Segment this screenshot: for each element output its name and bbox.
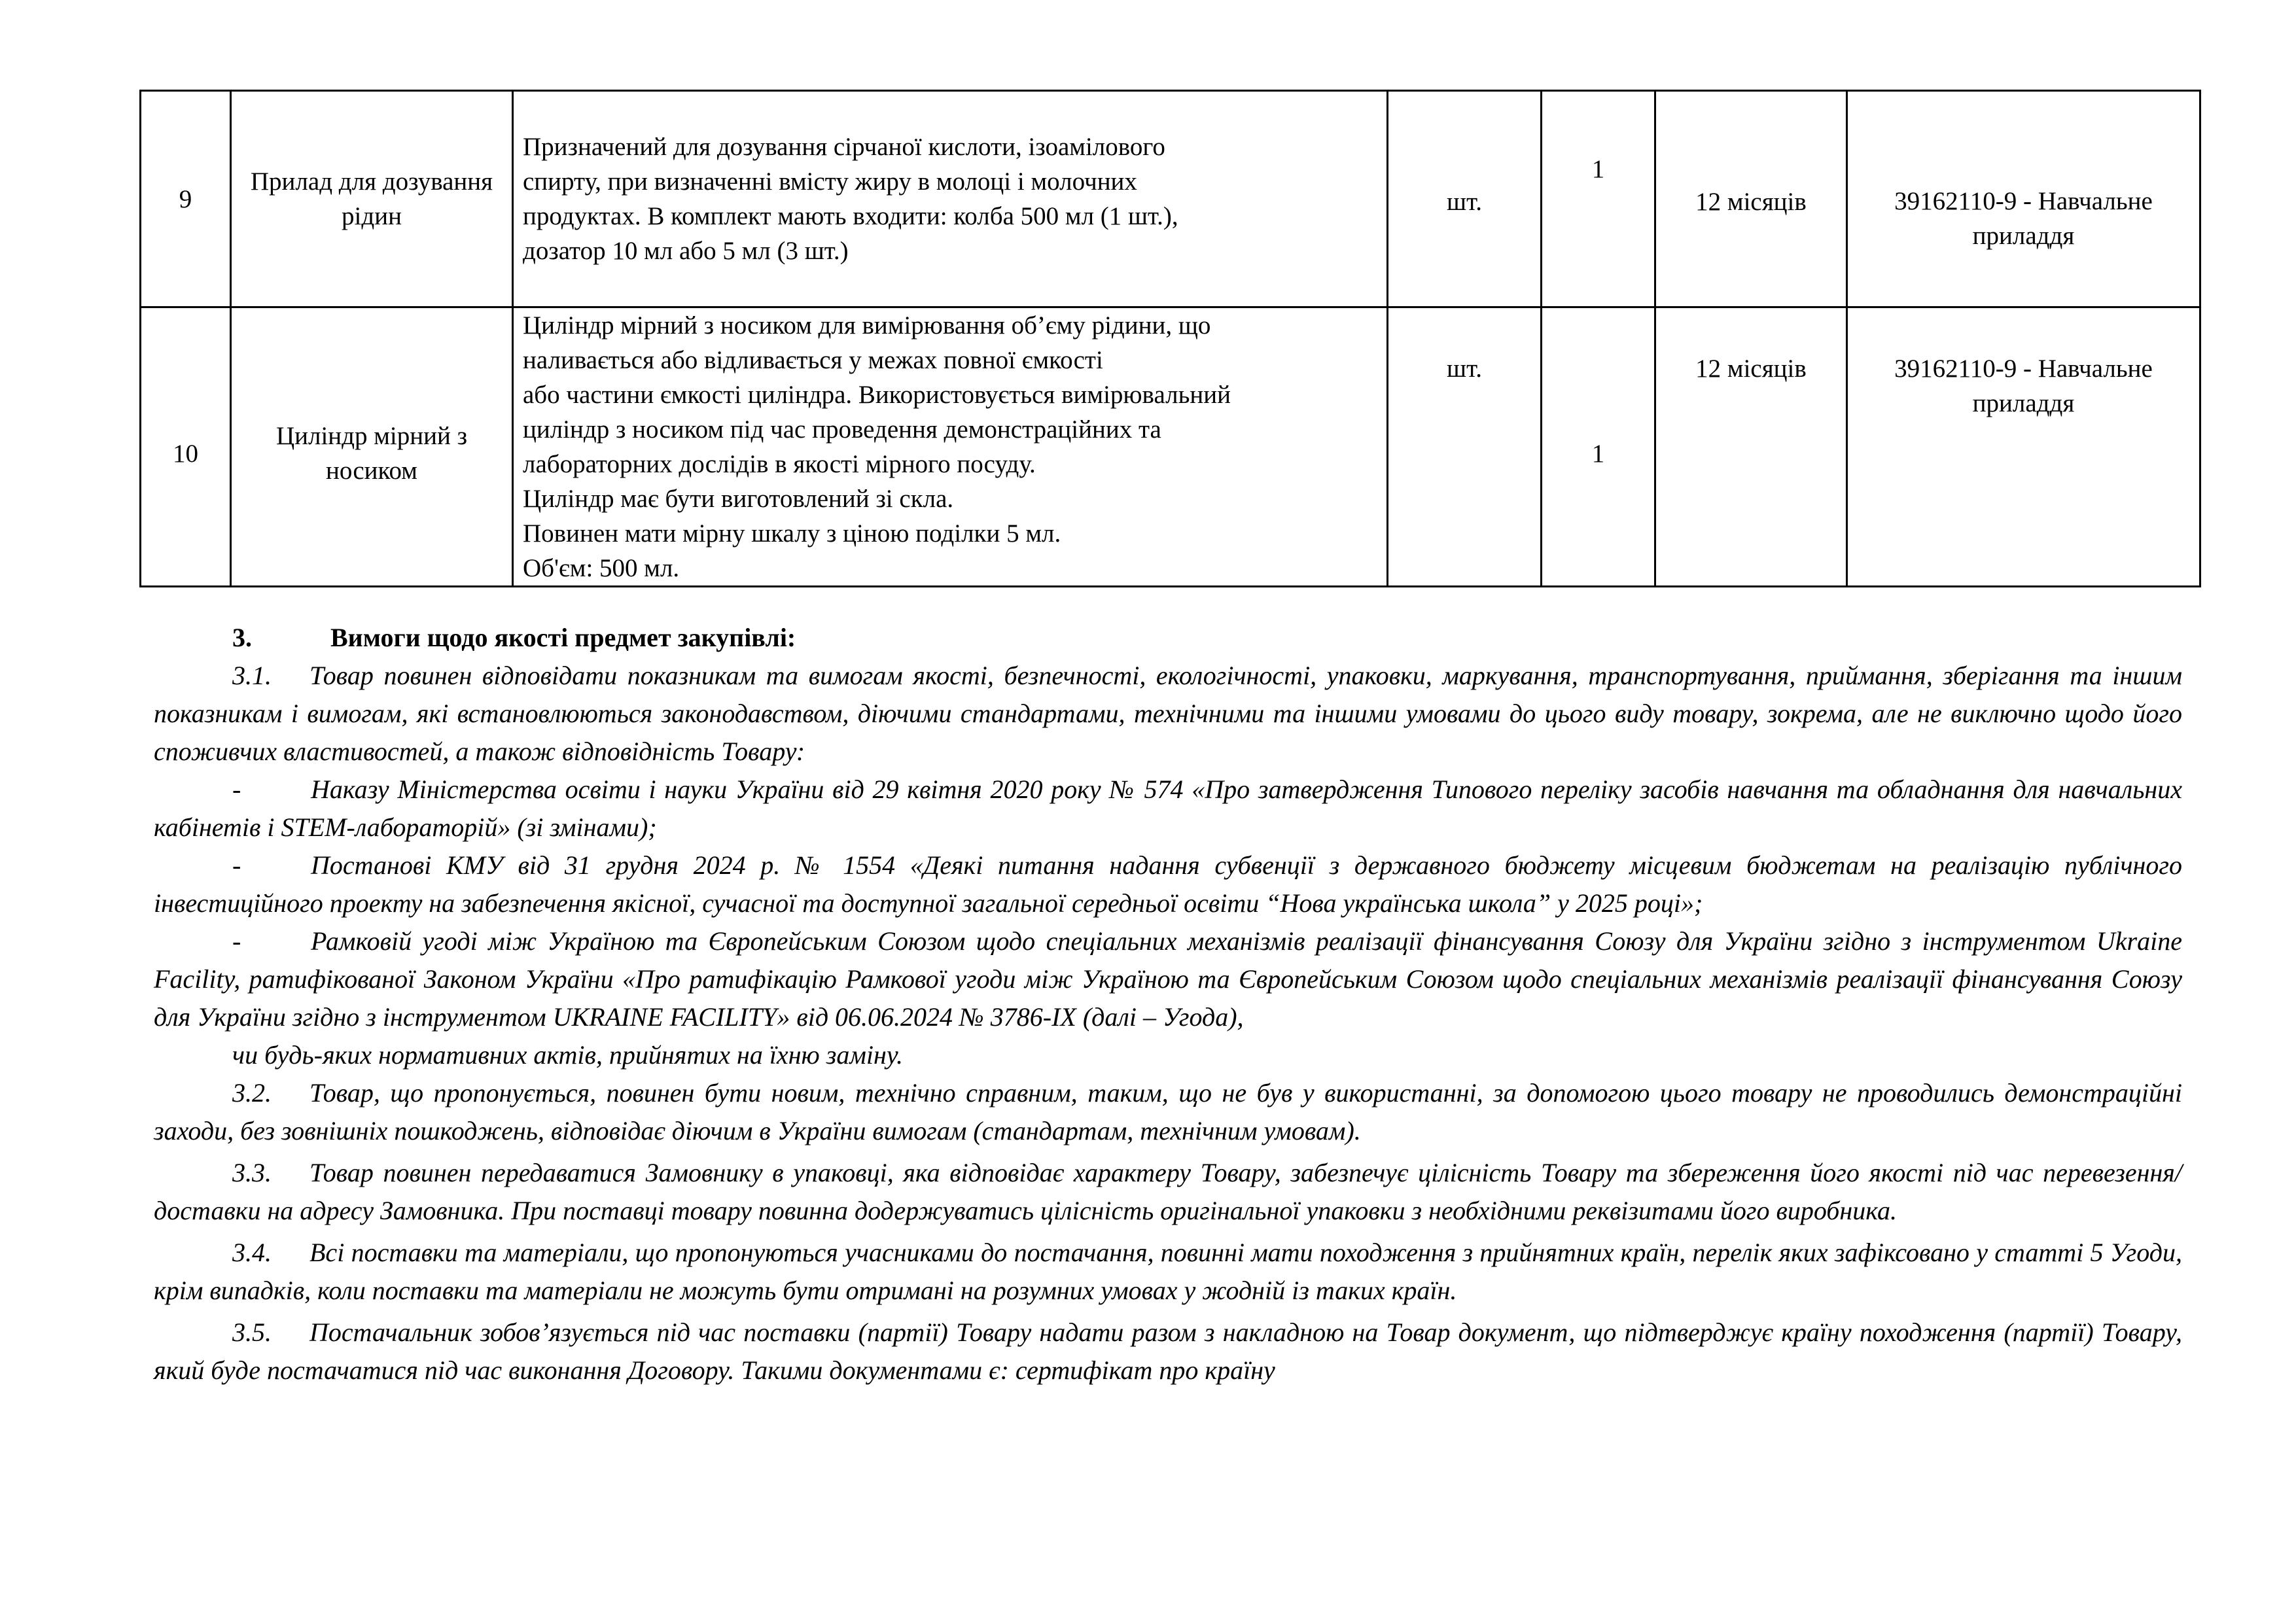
section-heading	[154, 619, 2182, 657]
description-line: продуктах. В комплект мають входити: колба 500 мл (1 шт.),	[523, 202, 1178, 230]
paragraph-number: 3.3.	[232, 1158, 272, 1187]
paragraph-number: 3.2.	[232, 1078, 272, 1108]
description-line: дозатор 10 мл або 5 мл (3 шт.)	[523, 237, 849, 265]
description-line: наливається або відливається у межах повної ємкості	[523, 346, 1103, 374]
paragraph-3-4	[154, 1234, 2182, 1310]
bullet-item	[154, 846, 2182, 922]
description-line: Циліндр мірний з носиком для вимірювання об’єму рідини, що	[523, 311, 1211, 340]
quantity-text: 1	[1591, 439, 1605, 468]
bullet-dash: -	[232, 775, 241, 804]
description-line: або частини ємкості циліндра. Використовується вимірювальний	[523, 381, 1231, 409]
quality-requirements-section	[154, 619, 2182, 1389]
section-number: 3.	[232, 623, 252, 652]
description-line: Призначений для дозування сірчаної кислоти, ізоамілового	[523, 133, 1165, 161]
specification-table	[139, 90, 2201, 587]
row-number	[141, 307, 231, 587]
item-quantity	[1542, 307, 1655, 587]
item-unit	[1388, 307, 1542, 587]
item-quantity	[1542, 91, 1655, 307]
description-line: Циліндр має бути виготовлений зі скла.	[523, 485, 954, 513]
row-number: 9	[141, 91, 231, 307]
item-description	[513, 307, 1388, 587]
bullet-item	[154, 922, 2182, 1036]
cpv-code-text: 39162110-9 - Навчальне приладдя	[1894, 355, 2153, 417]
item-warranty	[1655, 91, 1847, 307]
item-unit	[1388, 91, 1542, 307]
paragraph-3-1	[154, 657, 2182, 771]
section-title: Вимоги щодо якості предмет закупівлі:	[330, 623, 796, 652]
item-name-text: Циліндр мірний з носиком	[275, 422, 468, 485]
item-cpv-code	[1847, 307, 2200, 587]
item-name: Прилад для дозування рідин	[231, 91, 513, 307]
paragraph-number: 3.1.	[232, 661, 272, 690]
unit-text: шт.	[1447, 187, 1482, 216]
bullet-dash: -	[232, 850, 241, 880]
paragraph-number: 3.4.	[232, 1238, 272, 1267]
item-description	[513, 91, 1388, 307]
description-line: Повинен мати мірну шкалу з ціною поділки 5 мл.	[523, 519, 1061, 548]
bullet-text: Постанові КМУ від 31 грудня 2024 р. № 1554 «Деякі питання надання субвенції з державного бюджету місцевим бюджетам на реалізацію публічного інвестиційного проекту на забезпечення якісної, сучасної та доступної загальної середньої освіти “Нова українська школа” у 2025 році»;	[154, 850, 2182, 918]
quantity-text: 1	[1591, 154, 1605, 183]
bullet-item	[154, 771, 2182, 846]
paragraph-text: Товар повинен відповідати показникам та вимогам якості, безпечності, екологічності, упаковки, маркування, транспортування, приймання, зберігання та іншим показникам і вимогам, які встановлюються законодавством, діючими стандартами, технічними та іншими умовами до цього виду товару, зокрема, але не виключно щодо його споживчих властивостей, а також відповідність Товару:	[154, 661, 2182, 766]
item-name	[231, 307, 513, 587]
warranty-text: 12 місяців	[1695, 355, 1807, 383]
paragraph-text: Всі поставки та матеріали, що пропонуються учасниками до постачання, повинні мати походження з прийнятних країн, перелік яких зафіксовано у статті 5 Угоди, крім випадків, коли поставки та матеріали не можуть бути отримані на розумних умовах у жодній із таких країн.	[154, 1238, 2182, 1305]
paragraph-text: Товар повинен передаватися Замовнику в упаковці, яка відповідає характеру Товару, забезпечує цілісність Товару та збереження його якості під час перевезення/доставки на адресу Замовника. При поставці товару повинна додержуватись цілісність оригінальної упаковки з необхідними реквізитами його виробника.	[154, 1158, 2182, 1225]
description-line: лабораторних дослідів в якості мірного посуду.	[523, 450, 1036, 478]
table-row	[141, 307, 2200, 587]
item-warranty	[1655, 307, 1847, 587]
bullet-text: Наказу Міністерства освіти і науки України від 29 квітня 2020 року № 574 «Про затвердження Типового переліку засобів навчання та обладнання для навчальних кабінетів і STEM-лабораторій» (зі змінами);	[154, 775, 2182, 842]
table-row	[141, 91, 2200, 307]
unit-text: шт.	[1447, 355, 1482, 383]
replacement-clause: чи будь-яких нормативних актів, прийнятих на їхню заміну.	[232, 1040, 904, 1070]
item-cpv-code	[1847, 91, 2200, 307]
paragraph-number: 3.5.	[232, 1318, 272, 1347]
paragraph-text: Постачальник зобов’язується під час поставки (партії) Товару надати разом з накладною на Товар документ, що підтверджує країну походження (партії) Товару, який буде постачатися під час виконання Договору. Такими документами є: сертифікат про країну	[154, 1318, 2182, 1385]
cpv-code-text: 39162110-9 - Навчальне приладдя	[1894, 187, 2153, 250]
paragraph-text: Товар, що пропонується, повинен бути новим, технічно справним, таким, що не був у використанні, за допомогою цього товару не проводились демонстраційні заходи, без зовнішніх пошкоджень, відповідає діючим в України вимогам (стандартам, технічним умовам).	[154, 1078, 2182, 1145]
bullet-dash: -	[232, 926, 241, 956]
paragraph-3-3	[154, 1154, 2182, 1230]
description-line: Об'єм: 500 мл.	[523, 554, 680, 582]
row-number-text: 10	[173, 439, 198, 468]
warranty-text: 12 місяців	[1695, 187, 1807, 216]
paragraph-3-2	[154, 1074, 2182, 1150]
description-line: циліндр з носиком під час проведення демонстраційних та	[523, 415, 1161, 444]
description-line: спирту, при визначенні вмісту жиру в молоці і молочних	[523, 167, 1137, 196]
bullet-text: Рамковій угоді між Україною та Європейським Союзом щодо спеціальних механізмів реалізації фінансування Союзу для України згідно з інструментом Ukraine Facility, ратифікованої Законом України «Про ратифікацію Рамкової угоди між Україною та Європейським Союзом щодо спеціальних механізмів реалізації фінансування Союзу для України згідно з інструментом UKRAINE FACILITY» від 06.06.2024 № 3786-IX (далі – Угода),	[154, 926, 2182, 1032]
paragraph-3-5	[154, 1314, 2182, 1389]
